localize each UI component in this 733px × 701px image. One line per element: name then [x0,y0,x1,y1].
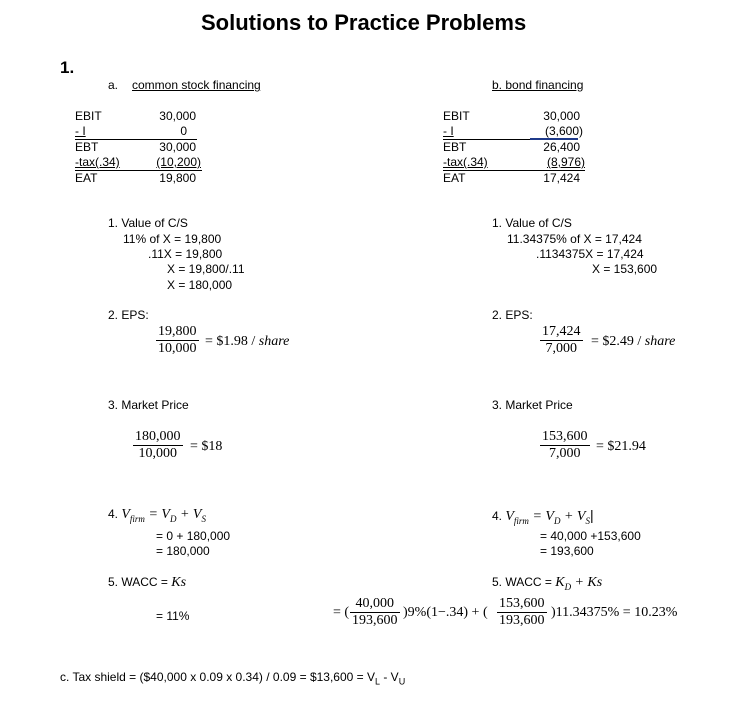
a-vfirm-line-1: = 0 + 180,000 [156,529,231,543]
a-value-cs-heading: 1. Value of C/S [108,216,188,230]
b-value-cs-line-3: X = 153,600 [592,262,658,276]
a-tax-value: (10,200) [156,155,201,169]
a-vfirm-number: 4. [108,507,119,521]
b-wacc-eq-open: = ( [333,605,350,620]
b-vfirm-formula: $V_{firm} = V_D + V_S$ [505,509,590,526]
b-wacc-heading [492,575,602,592]
b-market-price-fraction [540,429,590,462]
page-title: Solutions to Practice Problems [201,10,527,35]
a-market-price-result: = $18 [190,439,223,454]
part-c-mid: - V [380,670,399,684]
part-c-sub-u: U [398,676,406,687]
b-ebit-value: 30,000 [543,109,580,123]
b-vfirm-cursor: | [589,507,594,523]
b-tax-value: (8,976) [546,155,585,169]
b-market-price-numerator: 153,600 [542,429,588,444]
b-vfirm-number: 4. [492,509,503,523]
b-wacc-frac1-num: 40,000 [350,596,400,613]
b-eps-unit: share [644,334,676,349]
b-ebt-label: EBT [443,140,467,154]
a-eat-value: 19,800 [159,171,196,185]
b-wacc-fraction-1 [350,596,400,629]
a-eat-label: EAT [75,171,98,185]
b-interest-value: (3,600) [544,124,583,138]
b-wacc-kd: $K_D$ [555,575,572,592]
a-value-cs-line-2: .11X = 19,800 [148,247,223,261]
a-eps-result-value: = $1.98 [205,334,248,349]
b-market-price-heading: 3. Market Price [492,398,573,412]
a-market-price-heading: 3. Market Price [108,398,189,412]
b-eat-label: EAT [443,171,466,185]
a-tax-label: -tax(.34) [75,155,120,169]
a-vfirm-formula: $V_{firm} = V_D + V_S$ [121,507,206,524]
a-wacc-label: 5. WACC = [108,575,168,589]
a-ebit-label: EBIT [75,109,102,123]
b-vfirm-line-1: = 40,000 +153,600 [540,529,641,543]
a-eps-numerator: 19,800 [158,324,197,339]
a-eps-fraction [156,324,199,357]
b-wacc-end: )11.34375% = 10.23% [551,605,678,620]
b-vfirm-line-2: = 193,600 [540,544,594,558]
b-value-cs-heading: 1. Value of C/S [492,216,572,230]
a-wacc-heading [108,575,186,591]
b-ebt-value: 26,400 [543,140,580,154]
b-eps-fraction [540,324,583,357]
b-market-price-result: = $21.94 [596,439,646,454]
b-wacc-mid: )9%(1−.34) + ( [403,605,488,620]
part-b-heading-text: b. bond financing [492,78,584,92]
a-interest-value: 0 [180,124,187,138]
b-value-cs-line-1: 11.34375% of X = 17,424 [507,232,642,246]
b-eps-result-value: = $2.49 [591,334,634,349]
b-value-cs-line-2: .1134375X = 17,424 [536,247,644,261]
a-eps-unit: share [258,334,290,349]
part-b-heading [492,78,583,92]
b-eps-result: = $2.49 / share [591,334,676,349]
b-eps-heading: 2. EPS: [492,308,533,322]
a-ebit-value: 30,000 [159,109,196,123]
a-market-price-numerator: 180,000 [135,429,181,444]
a-ebt-value: 30,000 [159,140,196,154]
b-eps-denominator: 7,000 [545,341,577,356]
a-wacc-result: = 11% [156,609,190,623]
a-value-cs-line-3: X = 19,800/.11 [167,262,245,276]
part-a-label: a. [108,78,119,92]
b-wacc-fraction-2 [497,596,547,629]
b-wacc-frac2-den: 193,600 [499,613,545,628]
a-wacc-ks: Ks [171,575,187,590]
a-ebt-label: EBT [75,140,99,154]
b-tax-label: -tax(.34) [443,155,488,169]
a-vfirm-line-2: = 180,000 [156,544,210,558]
b-wacc-frac1-den: 193,600 [352,613,398,628]
b-market-price-denominator: 7,000 [549,446,581,461]
a-eps-result: = $1.98 / share [205,334,290,349]
b-eat-value: 17,424 [543,171,580,185]
a-eps-denominator: 10,000 [158,341,197,356]
b-wacc-frac2-num: 153,600 [499,596,545,611]
b-ebit-label: EBIT [443,109,470,123]
b-vfirm-heading [492,507,594,526]
a-value-cs-line-4: X = 180,000 [167,278,233,292]
a-market-price-fraction [133,429,183,462]
part-c-text: c. Tax shield = ($40,000 x 0.09 x 0.34) / 0.09 = $13,600 = V [60,670,375,684]
part-c-tax-shield [60,670,405,686]
part-c-sub-l: L [375,676,381,687]
b-interest-label: - I [443,124,454,138]
b-wacc-label: 5. WACC = [492,575,552,589]
a-eps-heading: 2. EPS: [108,308,149,322]
a-vfirm-heading [108,507,206,524]
b-wacc-kd-plus-ks: + Ks [574,575,603,590]
b-eps-numerator: 17,424 [542,324,581,339]
a-market-price-denominator: 10,000 [138,446,177,461]
a-interest-label: - I [75,124,86,138]
problem-number: 1. [60,58,75,77]
a-value-cs-line-1: 11% of X = 19,800 [123,232,222,246]
part-a-heading: common stock financing [132,78,261,92]
